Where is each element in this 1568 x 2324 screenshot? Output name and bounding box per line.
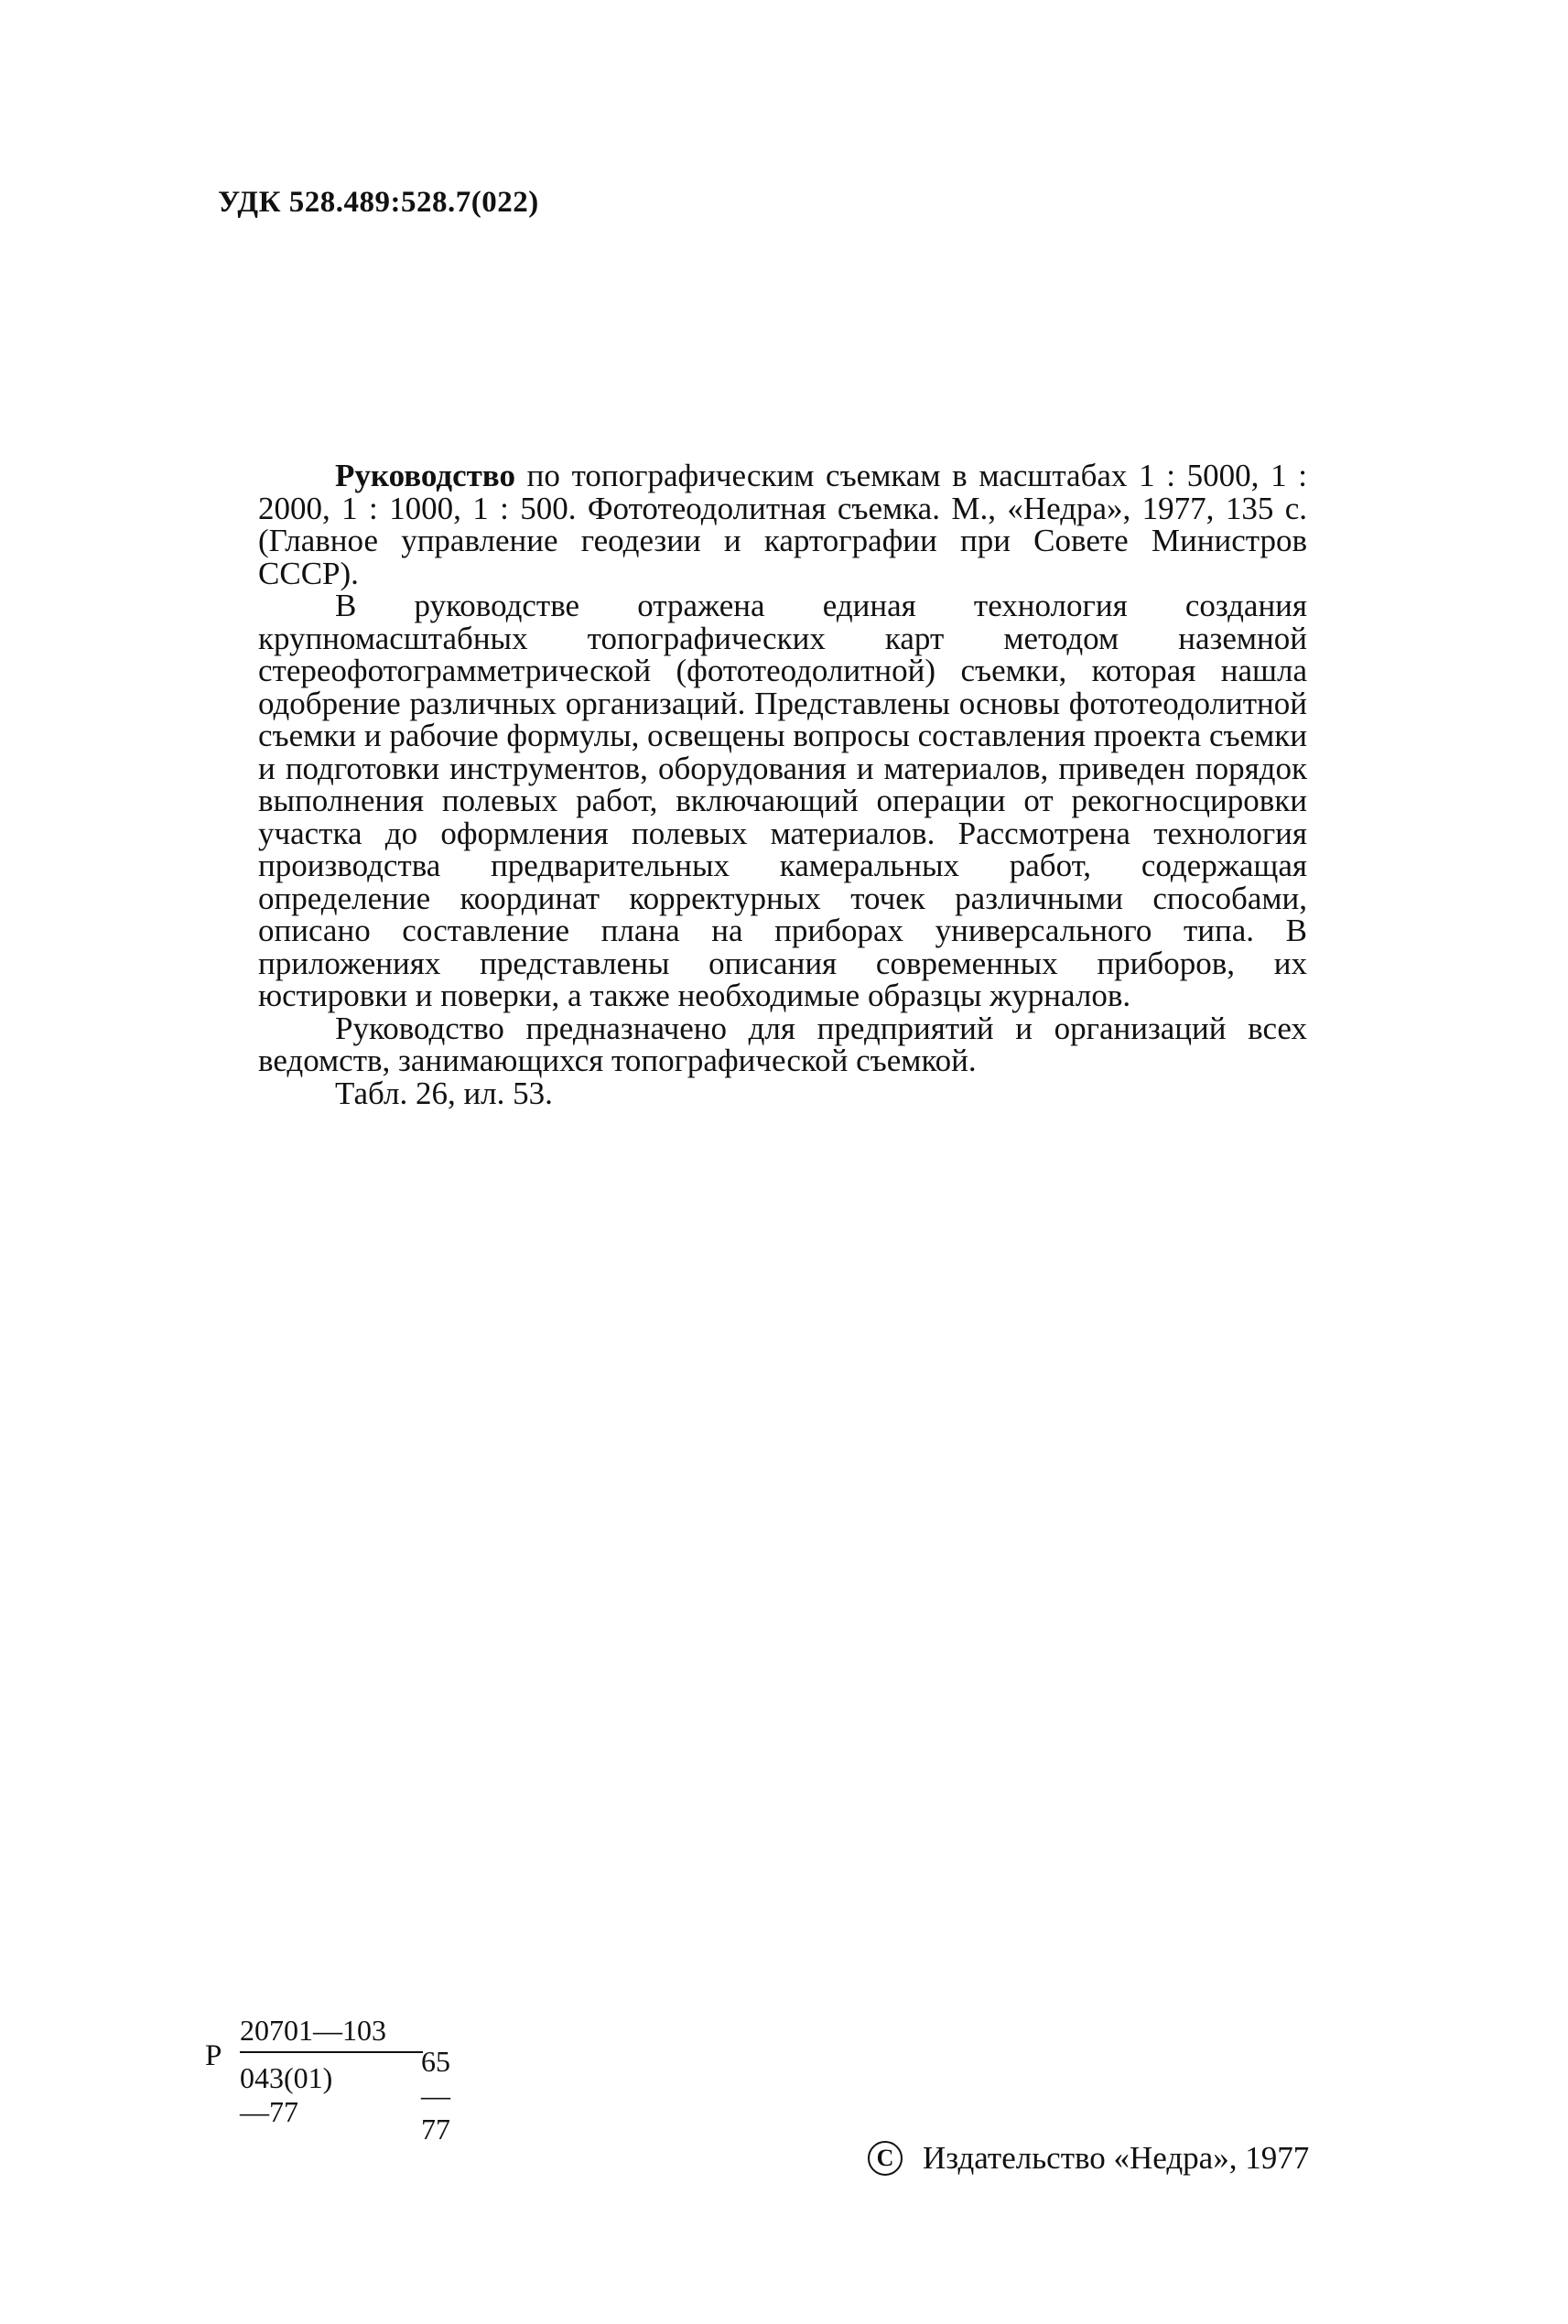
abstract-audience-paragraph: Руководство предназначено для предприятий и организаций всех ведомств, занимающихся топографической съемкой. bbox=[258, 1010, 1307, 1078]
citation-text: по топографическим съемкам в масштабах 1 : 5000, 1 : 2000, 1 : 1000, 1 : 500. Фототеодолитная съемка. М., «Недра», 1977, 135 с. (Главное управление геодезии и картографии при Совете Министров СССР). bbox=[258, 458, 1308, 591]
abstract bbox=[258, 459, 1307, 1109]
abstract-tables-illustrations: Табл. 26, ил. 53. bbox=[335, 1075, 553, 1111]
book-title: Руководство bbox=[335, 458, 515, 493]
index-letter: Р bbox=[205, 2039, 222, 2072]
udk-code: УДК 528.489:528.7(022) bbox=[218, 186, 539, 219]
copyright-text: Издательство «Недра», 1977 bbox=[923, 2140, 1310, 2176]
index-denominator: 043(01)—77 bbox=[240, 2061, 333, 2128]
abstract-citation-paragraph bbox=[258, 459, 1307, 589]
index-suffix: 65—77 bbox=[421, 2045, 450, 2146]
copyright-line bbox=[868, 2140, 1309, 2177]
index-numerator: 20701—103 bbox=[240, 2014, 423, 2053]
abstract-description-paragraph: В руководстве отражена единая технология создания крупномасштабных топографических карт методом наземной стереофотограмметрической (фототеодолитной) съемки, которая нашла одобрение различных организаций. Представлены основы фототеодолитной съемки и рабочие формулы, освещены вопросы составления проекта съемки и подготовки инструментов, оборудования и материалов, приведен порядок выполнения полевых работ, включающий операции от рекогносцировки участка до оформления полевых материалов. Рассмотрена технология производства предварительных камеральных работ, содержащая определение координат корректурных точек различными способами, описано составление плана на приборах универсального типа. В приложениях представлены описания современных приборов, их юстировки и поверки, а также необходимые образцы журналов. bbox=[258, 588, 1307, 1013]
copyright-icon: C bbox=[868, 2141, 903, 2176]
